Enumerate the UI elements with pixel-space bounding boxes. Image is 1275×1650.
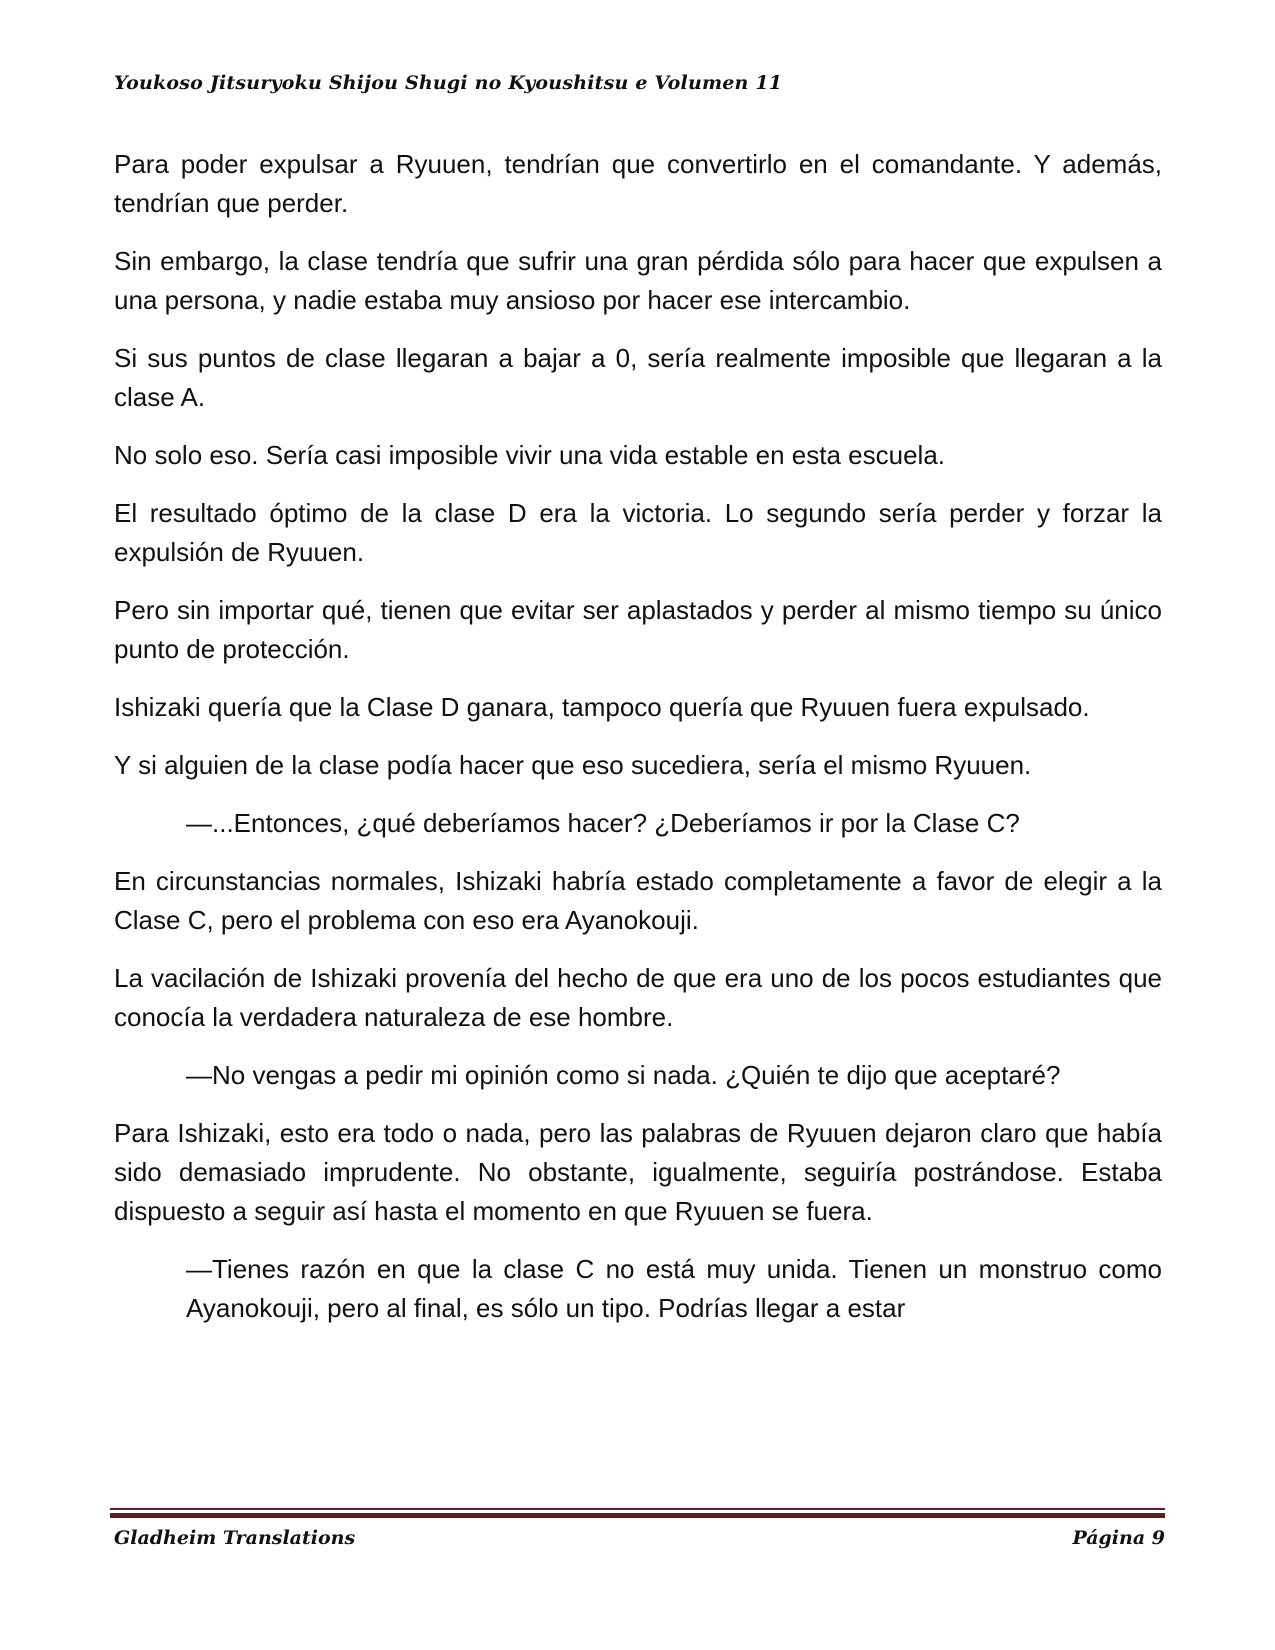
paragraph: Sin embargo, la clase tendría que sufrir una gran pérdida sólo para hacer que expulsen a una persona, y nadie estaba muy ansioso por hacer ese intercambio. bbox=[114, 246, 1162, 315]
paragraph: Ishizaki quería que la Clase D ganara, tampoco quería que Ryuuen fuera expulsado. bbox=[114, 692, 1090, 722]
paragraph: No solo eso. Sería casi imposible vivir una vida estable en esta escuela. bbox=[114, 440, 945, 470]
document-header-title: Youkoso Jitsuryoku Shijou Shugi no Kyoushitsu e Volumen 11 bbox=[114, 72, 783, 94]
paragraph: Para Ishizaki, esto era todo o nada, pero las palabras de Ryuuen dejaron claro que había sido demasiado imprudente. No obstante, igualmente, seguiría postrándose. Estaba dispuesto a seguir así hasta el momento en que Ryuuen se fuera. bbox=[114, 1118, 1162, 1226]
dialogue-paragraph: —No vengas a pedir mi opinión como si nada. ¿Quién te dijo que aceptaré? bbox=[186, 1060, 1061, 1090]
dialogue-paragraph: —Tienes razón en que la clase C no está muy unida. Tienen un monstruo como Ayanokouji, pero al final, es sólo un tipo. Podrías llegar a estar bbox=[186, 1254, 1162, 1323]
footer-translator: Gladheim Translations bbox=[114, 1527, 356, 1549]
paragraph: Y si alguien de la clase podía hacer que eso sucediera, sería el mismo Ryuuen. bbox=[114, 750, 1032, 780]
paragraph: En circunstancias normales, Ishizaki habría estado completamente a favor de elegir a la Clase C, pero el problema con eso era Ayanokouji. bbox=[114, 866, 1162, 935]
footer-page-number: Página 9 bbox=[1072, 1527, 1165, 1549]
paragraph: El resultado óptimo de la clase D era la victoria. Lo segundo sería perder y forzar la expulsión de Ryuuen. bbox=[114, 498, 1162, 567]
footer-divider-thin bbox=[110, 1508, 1165, 1510]
dialogue-paragraph: —...Entonces, ¿qué deberíamos hacer? ¿Deberíamos ir por la Clase C? bbox=[186, 808, 1020, 838]
paragraph: Si sus puntos de clase llegaran a bajar a 0, sería realmente imposible que llegaran a la clase A. bbox=[114, 343, 1162, 412]
paragraph: La vacilación de Ishizaki provenía del hecho de que era uno de los pocos estudiantes que conocía la verdadera naturaleza de ese hombre. bbox=[114, 963, 1162, 1032]
paragraph: Pero sin importar qué, tienen que evitar ser aplastados y perder al mismo tiempo su único punto de protección. bbox=[114, 595, 1162, 664]
document-body bbox=[114, 145, 1162, 1328]
paragraph: Para poder expulsar a Ryuuen, tendrían que convertirlo en el comandante. Y además, tendrían que perder. bbox=[114, 149, 1162, 218]
footer-divider-thick bbox=[110, 1513, 1165, 1518]
